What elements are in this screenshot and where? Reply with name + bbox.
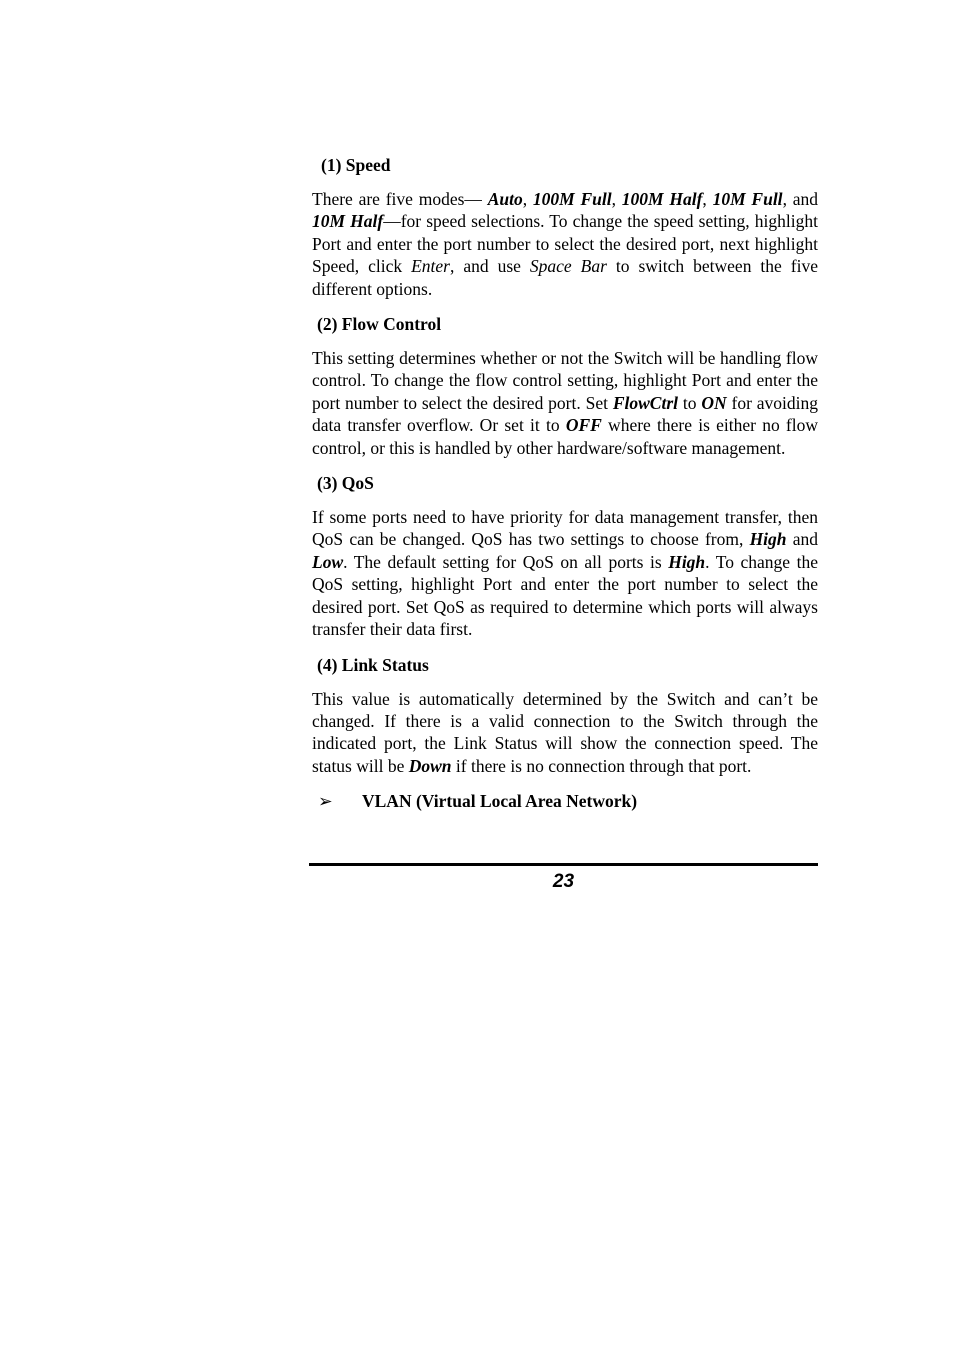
mode-auto: Auto [487, 189, 523, 209]
key-space-bar: Space Bar [529, 256, 607, 277]
bullet-item-vlan [312, 790, 818, 812]
text: There are five modes— [312, 189, 488, 209]
paragraph-link-status [312, 688, 818, 778]
text: . The default setting for QoS on all ports is [343, 551, 669, 572]
mode-100m-full: 100M Full [532, 189, 612, 209]
footer-divider [309, 863, 818, 866]
text: if there is no connection through that port. [451, 755, 752, 776]
mode-100m-half: 100M Half [621, 189, 703, 209]
mode-10m-half: 10M Half [312, 211, 384, 232]
text: , [522, 189, 533, 209]
text: to [678, 392, 702, 413]
text: —for speed selections. To change the speed setting, highlight Port and enter the port number to select the desired port, next highlight Speed, click [312, 211, 818, 277]
text: This setting determines whether or not the Switch will be handling flow control. To change the flow control setting, highlight Port and enter the port number to select the desired port. Set [312, 348, 818, 413]
value-high: High [749, 529, 787, 550]
text: , and [782, 189, 818, 209]
bullet-label: VLAN (Virtual Local Area Network) [362, 791, 638, 812]
document-page [312, 154, 818, 812]
mode-10m-full: 10M Full [712, 189, 783, 209]
value-down: Down [408, 755, 452, 776]
text: , and use [450, 256, 530, 277]
value-high-default: High [668, 551, 706, 572]
text: , [702, 189, 713, 209]
text: for avoiding data transfer overflow. Or set it to [312, 392, 818, 436]
value-off: OFF [565, 415, 602, 436]
paragraph-speed [312, 188, 818, 300]
text: and [786, 529, 818, 550]
text: where there is either no flow control, or this is handled by other hardware/software management. [312, 415, 819, 458]
section-heading-link-status: (4) Link Status [317, 654, 429, 675]
text: . To change the QoS setting, highlight Port and enter the port number to select the desired port. Set QoS as required to determine which ports will always transfer their data first. [312, 551, 818, 640]
key-enter: Enter [411, 256, 450, 277]
section-heading-speed: (1) Speed [321, 155, 391, 175]
text: , [611, 189, 622, 209]
value-on: ON [701, 392, 727, 413]
text: to switch between the five different options. [312, 256, 818, 299]
arrowhead-bullet-icon: ➢ [318, 791, 333, 812]
text: This value is automatically determined by the Switch and can’t be changed. If there is a valid connection to the Switch through the indicated port, the Link Status will show the connection speed. The status will be [312, 688, 818, 776]
section-heading-qos: (3) QoS [317, 473, 374, 494]
setting-flowctrl: FlowCtrl [612, 392, 678, 413]
page-number: 23 [552, 871, 575, 892]
text: If some ports need to have priority for data management transfer, then QoS can be changed. QoS has two settings to choose from, [312, 507, 818, 550]
paragraph-qos [312, 506, 818, 640]
paragraph-flow-control [312, 347, 818, 459]
section-heading-flow-control: (2) Flow Control [317, 314, 442, 335]
value-low: Low [312, 551, 344, 572]
